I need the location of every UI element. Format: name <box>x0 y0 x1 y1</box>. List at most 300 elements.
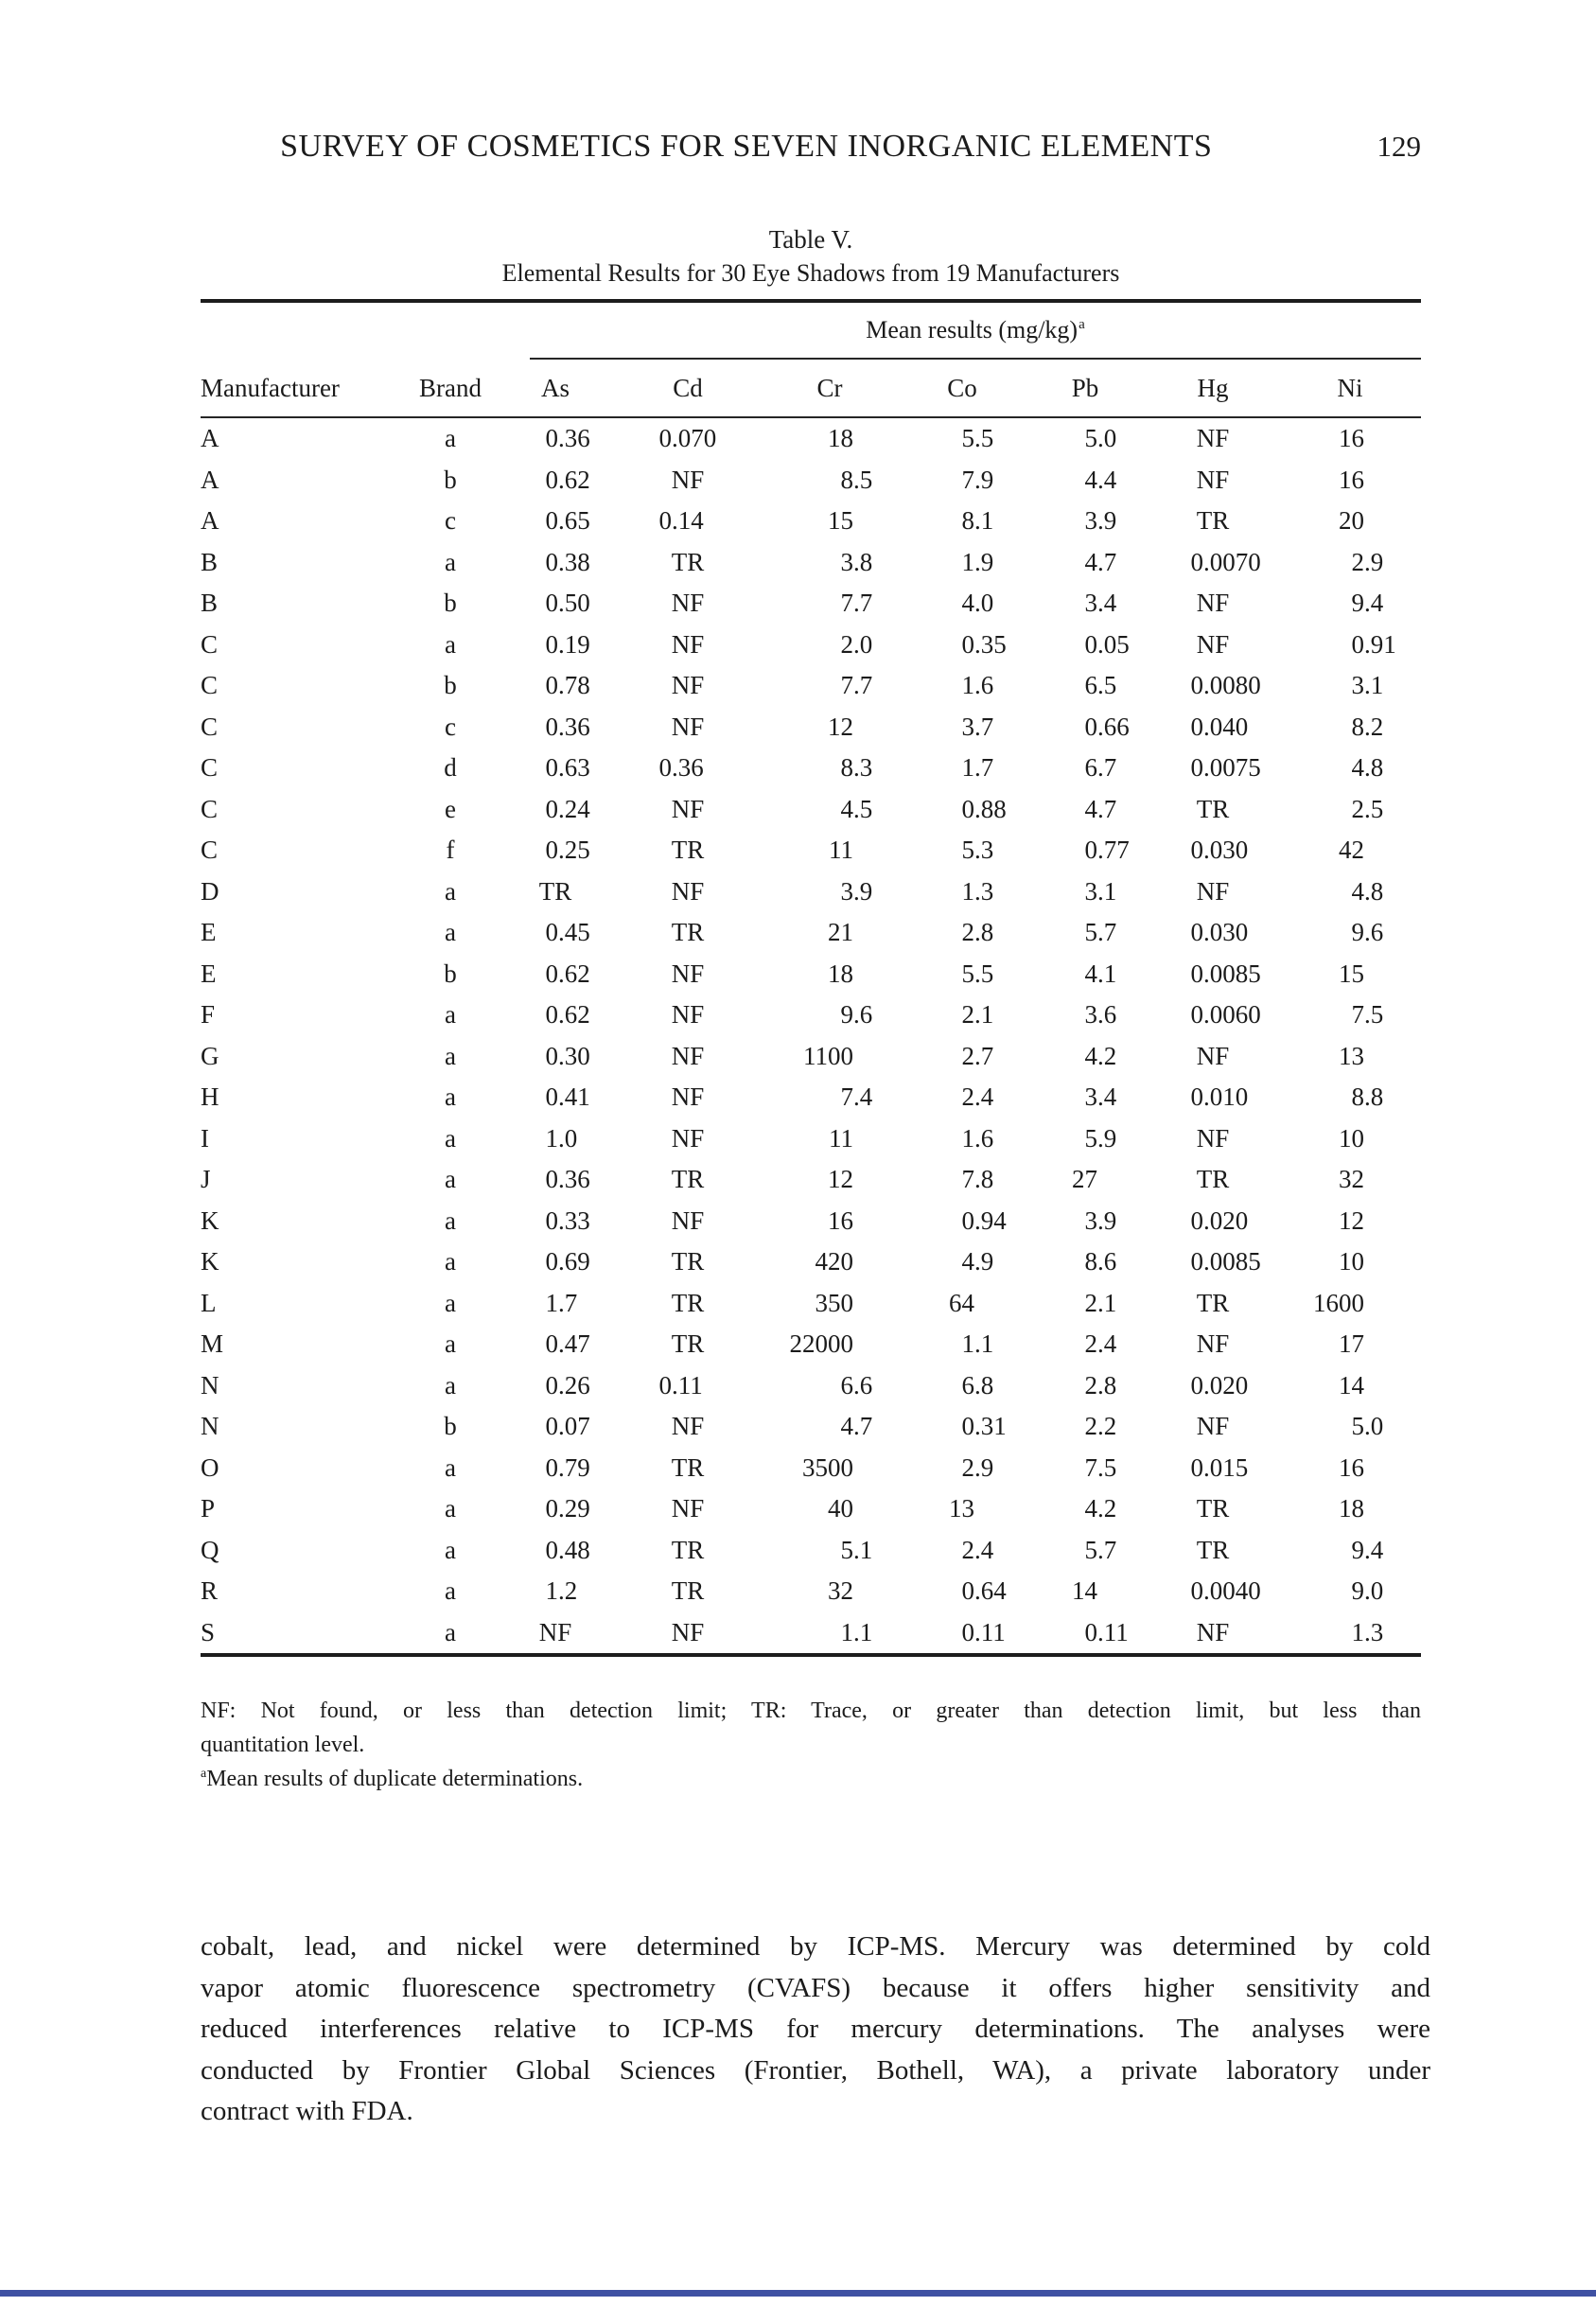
cell-pb: 0 .66 <box>1084 712 1130 741</box>
cell-as: 0 .47 <box>545 1329 590 1359</box>
cell-pb: 3 .4 <box>1084 589 1117 618</box>
cell-cr: 32 <box>828 1576 853 1606</box>
cell-manufacturer: H <box>201 1083 219 1112</box>
cell-as: 0 .07 <box>545 1412 590 1441</box>
table-row <box>201 1077 1421 1118</box>
cell-manufacturer: O <box>201 1452 219 1482</box>
footnote-a <box>201 1762 1421 1796</box>
bottom-scan-bar <box>0 2290 1596 2297</box>
cell-pb: 8 .6 <box>1084 1247 1117 1276</box>
cell-manufacturer: P <box>201 1494 216 1523</box>
cell-as: 0 .19 <box>545 629 590 659</box>
cell-manufacturer: D <box>201 876 219 906</box>
cell-as: 0 .24 <box>545 794 590 823</box>
cell-brand: e <box>445 794 456 823</box>
cell-cr: 16 <box>828 1206 853 1235</box>
cell-hg: TR <box>1196 794 1230 823</box>
cell-ni: 10 <box>1339 1123 1364 1153</box>
cell-as: 0 .65 <box>545 506 590 536</box>
cell-pb: 27 <box>1072 1165 1097 1194</box>
cell-hg: NF <box>1196 1041 1230 1070</box>
cell-ni: 20 <box>1339 506 1364 536</box>
table-row <box>201 912 1421 954</box>
cell-brand: a <box>445 1329 456 1359</box>
cell-manufacturer: B <box>201 589 219 618</box>
table-row <box>201 830 1421 871</box>
cell-brand: a <box>445 629 456 659</box>
cell-co: 1 .9 <box>961 547 994 576</box>
cell-as: 0 .36 <box>545 1165 590 1194</box>
cell-cr: 7 .7 <box>840 589 873 618</box>
cell-cr: 3 .9 <box>840 876 873 906</box>
cell-pb: 4 .1 <box>1084 959 1117 988</box>
cell-ni: 10 <box>1339 1247 1364 1276</box>
table-row <box>201 1118 1421 1160</box>
cell-hg: 0 .0080 <box>1190 671 1261 700</box>
cell-as: 0 .48 <box>545 1535 590 1564</box>
cell-cr: 1100 <box>803 1041 853 1070</box>
column-header-manufacturer: Manufacturer <box>201 373 340 402</box>
cell-as: 0 .50 <box>545 589 590 618</box>
cell-cr: 3 .8 <box>840 547 873 576</box>
cell-cd: TR <box>671 836 705 865</box>
cell-co: 1 .6 <box>961 671 994 700</box>
cell-hg: 0 .015 <box>1190 1452 1249 1482</box>
cell-brand: a <box>445 1452 456 1482</box>
cell-ni: 8 .2 <box>1351 712 1384 741</box>
cell-brand: b <box>444 589 457 618</box>
cell-co: 5 .5 <box>961 959 994 988</box>
cell-as: 0 .25 <box>545 836 590 865</box>
cell-co: 0 .88 <box>961 794 1007 823</box>
cell-cr: 9 .6 <box>840 1000 873 1030</box>
cell-co: 5 .5 <box>961 424 994 453</box>
table-row <box>201 1241 1421 1283</box>
cell-manufacturer: A <box>201 506 219 536</box>
table-caption-label: Table V. <box>768 225 853 254</box>
cell-cr: 15 <box>828 506 853 536</box>
cell-cr: 420 <box>815 1247 853 1276</box>
cell-manufacturer: E <box>201 959 217 988</box>
cell-hg: 0 .030 <box>1190 918 1249 947</box>
cell-co: 2 .7 <box>961 1041 994 1070</box>
column-header-cd: Cd <box>673 373 703 402</box>
cell-hg: 0 .0060 <box>1190 1000 1261 1030</box>
cell-brand: a <box>445 1247 456 1276</box>
page-number: 129 <box>1377 130 1421 163</box>
cell-pb: 4 .7 <box>1084 547 1117 576</box>
body-paragraph-line: contract with FDA. <box>201 2096 413 2126</box>
cell-cr: 8 .5 <box>840 465 873 494</box>
table-row <box>201 625 1421 666</box>
table-row <box>201 1201 1421 1242</box>
cell-manufacturer: C <box>201 671 219 700</box>
cell-pb: 3 .4 <box>1084 1083 1117 1112</box>
cell-pb: 0 .77 <box>1084 836 1130 865</box>
table-footnotes <box>201 1694 1421 1796</box>
cell-manufacturer: L <box>201 1288 217 1317</box>
table-row <box>201 789 1421 831</box>
cell-cd: NF <box>671 959 705 988</box>
cell-as: 0 .38 <box>545 547 590 576</box>
body-paragraph-line: conducted by Frontier Global Sciences (Frontier, Bothell, WA), a private laboratory under <box>201 2054 1430 2086</box>
cell-cd: NF <box>671 1000 705 1030</box>
cell-as: 1 .2 <box>545 1576 578 1606</box>
cell-cr: 11 <box>829 1123 853 1153</box>
cell-hg: TR <box>1196 506 1230 536</box>
cell-ni: 4 .8 <box>1351 876 1384 906</box>
cell-brand: a <box>445 547 456 576</box>
cell-pb: 3 .6 <box>1084 1000 1117 1030</box>
footnote-a-text: Mean results of duplicate determinations. <box>206 1767 584 1791</box>
page-title: SURVEY OF COSMETICS FOR SEVEN INORGANIC ELEMENTS <box>280 129 1213 164</box>
table-row <box>201 1448 1421 1489</box>
cell-cd: NF <box>671 1412 705 1441</box>
table-bottom-rule <box>201 1653 1421 1657</box>
cell-hg: TR <box>1196 1288 1230 1317</box>
cell-manufacturer: K <box>201 1247 219 1276</box>
cell-cr: 5 .1 <box>840 1535 873 1564</box>
cell-manufacturer: A <box>201 465 219 494</box>
footnote-nf-tr-line1: NF: Not found, or less than detection limit; TR: Trace, or greater than detection limit, but less than <box>201 1699 1421 1723</box>
cell-cd: NF <box>671 712 705 741</box>
cell-co: 2 .1 <box>961 1000 994 1030</box>
cell-ni: 15 <box>1339 959 1364 988</box>
cell-as: 0 .78 <box>545 671 590 700</box>
cell-co: 7 .9 <box>961 465 994 494</box>
cell-co: 2 .4 <box>961 1083 994 1112</box>
cell-pb: 5 .0 <box>1084 424 1117 453</box>
cell-manufacturer: N <box>201 1370 219 1399</box>
cell-as: 0 .26 <box>545 1370 590 1399</box>
cell-co: 13 <box>949 1494 974 1523</box>
table-row <box>201 1283 1421 1325</box>
table-row <box>201 1406 1421 1448</box>
cell-as: 0 .41 <box>545 1083 590 1112</box>
cell-manufacturer: Q <box>201 1535 219 1564</box>
cell-cr: 12 <box>828 1165 853 1194</box>
cell-brand: a <box>445 1494 456 1523</box>
running-head <box>201 129 1421 165</box>
cell-hg: 0 .040 <box>1190 712 1249 741</box>
cell-co: 6 .8 <box>961 1370 994 1399</box>
cell-ni: 4 .8 <box>1351 753 1384 783</box>
cell-pb: 2 .2 <box>1084 1412 1117 1441</box>
body-paragraph <box>201 1927 1430 2133</box>
cell-cr: 11 <box>829 836 853 865</box>
cell-hg: TR <box>1196 1165 1230 1194</box>
cell-pb: 5 .7 <box>1084 918 1117 947</box>
table-row <box>201 460 1421 502</box>
cell-as: 0 .36 <box>545 712 590 741</box>
cell-hg: 0 .0075 <box>1190 753 1261 783</box>
cell-manufacturer: A <box>201 424 219 453</box>
cell-pb: 14 <box>1072 1576 1097 1606</box>
cell-ni: 5 .0 <box>1351 1412 1384 1441</box>
cell-cd: NF <box>671 1617 705 1646</box>
table-header-row <box>201 360 1421 418</box>
cell-as: 0 .30 <box>545 1041 590 1070</box>
cell-pb: 2 .4 <box>1084 1329 1117 1359</box>
table-row <box>201 418 1421 460</box>
body-paragraph-line: cobalt, lead, and nickel were determined by ICP-MS. Mercury was determined by cold <box>201 1931 1430 1962</box>
table-row <box>201 542 1421 584</box>
cell-cd: NF <box>671 671 705 700</box>
cell-cd: NF <box>671 876 705 906</box>
cell-cr: 4 .7 <box>840 1412 873 1441</box>
column-header-as: As <box>540 373 570 402</box>
cell-cd: TR <box>671 1329 705 1359</box>
cell-cd: NF <box>671 465 705 494</box>
cell-hg: 0 .0070 <box>1190 547 1261 576</box>
column-header-brand: Brand <box>419 373 482 402</box>
cell-as: NF <box>538 1617 572 1646</box>
body-paragraph-line: reduced interferences relative to ICP-MS for mercury determinations. The analyses were <box>201 2014 1430 2044</box>
cell-cr: 2 .0 <box>840 629 873 659</box>
cell-brand: d <box>444 753 457 783</box>
cell-ni: 9 .0 <box>1351 1576 1384 1606</box>
table-row <box>201 954 1421 995</box>
cell-ni: 0 .91 <box>1351 629 1396 659</box>
cell-pb: 2 .1 <box>1084 1288 1117 1317</box>
cell-ni: 2 .9 <box>1351 547 1384 576</box>
cell-manufacturer: G <box>201 1041 219 1070</box>
table-row <box>201 501 1421 542</box>
cell-brand: a <box>445 1165 456 1194</box>
cell-cd: TR <box>671 1247 705 1276</box>
cell-co: 64 <box>949 1288 974 1317</box>
cell-hg: NF <box>1196 589 1230 618</box>
cell-co: 8 .1 <box>961 506 994 536</box>
cell-hg: 0 .020 <box>1190 1370 1249 1399</box>
cell-hg: NF <box>1196 1123 1230 1153</box>
cell-hg: TR <box>1196 1494 1230 1523</box>
cell-manufacturer: B <box>201 547 219 576</box>
cell-co: 0 .31 <box>961 1412 1007 1441</box>
cell-co: 2 .9 <box>961 1452 994 1482</box>
cell-manufacturer: J <box>201 1165 211 1194</box>
table-row <box>201 1612 1421 1654</box>
cell-cd: NF <box>671 1206 705 1235</box>
cell-pb: 4 .4 <box>1084 465 1117 494</box>
cell-cd: TR <box>671 547 705 576</box>
cell-cd: TR <box>671 1452 705 1482</box>
cell-ni: 16 <box>1339 424 1364 453</box>
cell-pb: 3 .9 <box>1084 506 1117 536</box>
cell-brand: b <box>444 1412 457 1441</box>
cell-as: 1 .0 <box>545 1123 578 1153</box>
table-row <box>201 1365 1421 1407</box>
cell-pb: 3 .9 <box>1084 1206 1117 1235</box>
cell-cd: 0 .14 <box>658 506 704 536</box>
cell-co: 4 .9 <box>961 1247 994 1276</box>
cell-ni: 16 <box>1339 1452 1364 1482</box>
cell-co: 5 .3 <box>961 836 994 865</box>
cell-ni: 13 <box>1339 1041 1364 1070</box>
results-table <box>201 299 1421 1657</box>
cell-brand: c <box>445 712 456 741</box>
cell-pb: 4 .7 <box>1084 794 1117 823</box>
cell-hg: 0 .0085 <box>1190 959 1261 988</box>
cell-ni: 14 <box>1339 1370 1364 1399</box>
table-row <box>201 1571 1421 1612</box>
cell-ni: 1 .3 <box>1351 1617 1384 1646</box>
cell-as: 0 .33 <box>545 1206 590 1235</box>
cell-brand: a <box>445 1123 456 1153</box>
cell-co: 2 .8 <box>961 918 994 947</box>
cell-manufacturer: S <box>201 1617 216 1646</box>
cell-hg: 0 .0085 <box>1190 1247 1261 1276</box>
cell-manufacturer: C <box>201 629 219 659</box>
cell-cd: TR <box>671 918 705 947</box>
cell-hg: NF <box>1196 629 1230 659</box>
cell-brand: a <box>445 1288 456 1317</box>
cell-cr: 40 <box>828 1494 853 1523</box>
cell-cd: TR <box>671 1535 705 1564</box>
cell-cr: 6 .6 <box>840 1370 873 1399</box>
cell-as: 0 .62 <box>545 1000 590 1030</box>
cell-manufacturer: N <box>201 1412 219 1441</box>
cell-pb: 4 .2 <box>1084 1494 1117 1523</box>
cell-co: 0 .11 <box>961 1617 1006 1646</box>
cell-ni: 17 <box>1339 1329 1364 1359</box>
cell-hg: NF <box>1196 1617 1230 1646</box>
cell-pb: 4 .2 <box>1084 1041 1117 1070</box>
cell-as: TR <box>538 876 572 906</box>
cell-pb: 5 .9 <box>1084 1123 1117 1153</box>
mean-results-header <box>530 303 1421 360</box>
cell-hg: NF <box>1196 1329 1230 1359</box>
column-header-hg: Hg <box>1197 373 1229 402</box>
cell-co: 4 .0 <box>961 589 994 618</box>
table-row <box>201 1159 1421 1201</box>
cell-ni: 42 <box>1339 836 1364 865</box>
cell-manufacturer: E <box>201 918 217 947</box>
mean-results-header-sup: a <box>1079 317 1085 333</box>
cell-cd: NF <box>671 794 705 823</box>
cell-manufacturer: F <box>201 1000 216 1030</box>
cell-cr: 18 <box>828 424 853 453</box>
cell-ni: 7 .5 <box>1351 1000 1384 1030</box>
cell-co: 7 .8 <box>961 1165 994 1194</box>
cell-cd: NF <box>671 1123 705 1153</box>
table-row <box>201 707 1421 748</box>
cell-cr: 18 <box>828 959 853 988</box>
cell-cr: 1 .1 <box>840 1617 873 1646</box>
cell-cr: 350 <box>815 1288 853 1317</box>
cell-co: 1 .6 <box>961 1123 994 1153</box>
cell-brand: a <box>445 1041 456 1070</box>
cell-cd: NF <box>671 629 705 659</box>
column-header-ni: Ni <box>1337 373 1363 402</box>
table-spanner-row <box>201 303 1421 360</box>
cell-as: 0 .45 <box>545 918 590 947</box>
cell-manufacturer: M <box>201 1329 224 1359</box>
cell-as: 1 .7 <box>545 1288 578 1317</box>
cell-ni: 9 .4 <box>1351 1535 1384 1564</box>
cell-cd: TR <box>671 1576 705 1606</box>
cell-cr: 7 .4 <box>840 1083 873 1112</box>
cell-brand: f <box>446 836 455 865</box>
cell-ni: 1600 <box>1313 1288 1364 1317</box>
cell-brand: a <box>445 1206 456 1235</box>
cell-manufacturer: K <box>201 1206 219 1235</box>
cell-cd: 0 .36 <box>658 753 704 783</box>
cell-cr: 4 .5 <box>840 794 873 823</box>
footnote-a-sup: a <box>201 1767 207 1781</box>
cell-hg: TR <box>1196 1535 1230 1564</box>
cell-manufacturer: I <box>201 1123 209 1153</box>
cell-pb: 6 .5 <box>1084 671 1117 700</box>
cell-as: 0 .36 <box>545 424 590 453</box>
cell-ni: 3 .1 <box>1351 671 1384 700</box>
cell-pb: 6 .7 <box>1084 753 1117 783</box>
cell-pb: 3 .1 <box>1084 876 1117 906</box>
cell-as: 0 .62 <box>545 465 590 494</box>
cell-manufacturer: R <box>201 1576 219 1606</box>
cell-as: 0 .63 <box>545 753 590 783</box>
cell-cd: NF <box>671 589 705 618</box>
cell-brand: a <box>445 1083 456 1112</box>
cell-hg: 0 .020 <box>1190 1206 1249 1235</box>
cell-manufacturer: C <box>201 836 219 865</box>
cell-co: 2 .4 <box>961 1535 994 1564</box>
cell-cr: 8 .3 <box>840 753 873 783</box>
cell-cd: 0 .11 <box>658 1370 703 1399</box>
cell-co: 1 .1 <box>961 1329 994 1359</box>
cell-as: 0 .79 <box>545 1452 590 1482</box>
body-paragraph-line: vapor atomic fluorescence spectrometry (CVAFS) because it offers higher sensitivity and <box>201 1972 1430 2003</box>
cell-as: 0 .62 <box>545 959 590 988</box>
cell-brand: a <box>445 1535 456 1564</box>
cell-brand: c <box>445 506 456 536</box>
cell-ni: 9 .6 <box>1351 918 1384 947</box>
cell-as: 0 .69 <box>545 1247 590 1276</box>
cell-ni: 2 .5 <box>1351 794 1384 823</box>
column-header-co: Co <box>947 373 977 402</box>
cell-hg: 0 .0040 <box>1190 1576 1261 1606</box>
results-table-body <box>201 418 1421 1653</box>
cell-brand: a <box>445 1000 456 1030</box>
cell-pb: 5 .7 <box>1084 1535 1117 1564</box>
table-row <box>201 748 1421 789</box>
cell-ni: 32 <box>1339 1165 1364 1194</box>
cell-pb: 7 .5 <box>1084 1452 1117 1482</box>
cell-ni: 9 .4 <box>1351 589 1384 618</box>
cell-cr: 21 <box>828 918 853 947</box>
cell-pb: 0 .05 <box>1084 629 1130 659</box>
cell-cd: NF <box>671 1041 705 1070</box>
table-row <box>201 1324 1421 1365</box>
cell-brand: b <box>444 671 457 700</box>
cell-cr: 22000 <box>789 1329 853 1359</box>
footnote-nf-tr-line2: quantitation level. <box>201 1733 365 1757</box>
column-header-pb: Pb <box>1071 373 1099 402</box>
table-row <box>201 1488 1421 1530</box>
cell-hg: NF <box>1196 465 1230 494</box>
cell-cd: TR <box>671 1288 705 1317</box>
cell-cr: 12 <box>828 712 853 741</box>
column-header-cr: Cr <box>816 373 843 402</box>
cell-brand: a <box>445 1576 456 1606</box>
cell-co: 0 .64 <box>961 1576 1007 1606</box>
cell-brand: b <box>444 959 457 988</box>
cell-cd: NF <box>671 1494 705 1523</box>
cell-pb: 2 .8 <box>1084 1370 1117 1399</box>
cell-cd: 0 .070 <box>658 424 717 453</box>
table-row <box>201 665 1421 707</box>
cell-cr: 3500 <box>802 1452 853 1482</box>
